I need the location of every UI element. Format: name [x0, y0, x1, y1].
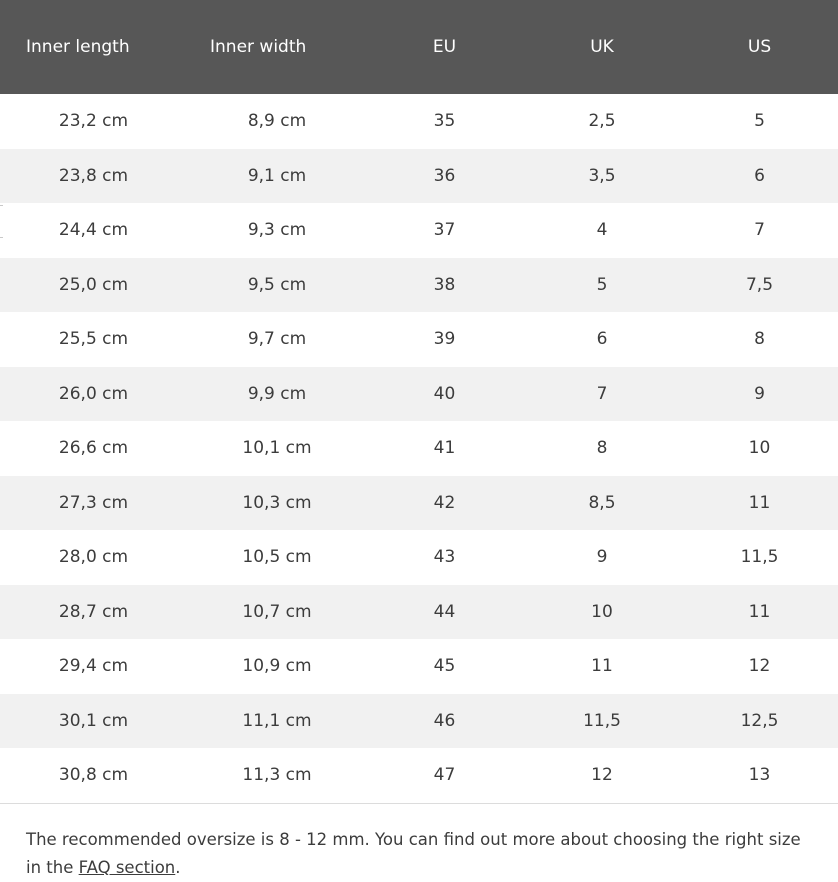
table-row: [0, 421, 838, 476]
cell-inner-length: 28,0 cm: [0, 530, 188, 585]
cell-inner-length: 29,4 cm: [0, 639, 188, 694]
cell-inner-width: 9,7 cm: [188, 312, 366, 367]
cell-uk: 4: [523, 203, 681, 258]
cell-inner-length: 28,7 cm: [0, 585, 188, 640]
cell-uk: 8,5: [523, 476, 681, 531]
table-body: [0, 94, 838, 803]
cell-inner-width: 9,5 cm: [188, 258, 366, 313]
cell-inner-length: 26,6 cm: [0, 421, 188, 476]
cell-inner-length: 25,5 cm: [0, 312, 188, 367]
cell-us: 7,5: [681, 258, 838, 313]
cell-us: 10: [681, 421, 838, 476]
cell-uk: 2,5: [523, 94, 681, 149]
cell-us: 5: [681, 94, 838, 149]
cell-eu: 35: [366, 94, 523, 149]
cell-us: 13: [681, 748, 838, 803]
cell-inner-width: 10,7 cm: [188, 585, 366, 640]
cell-eu: 43: [366, 530, 523, 585]
cell-inner-width: 11,3 cm: [188, 748, 366, 803]
table-row: [0, 94, 838, 149]
cell-inner-width: 10,1 cm: [188, 421, 366, 476]
cell-us: 11: [681, 585, 838, 640]
cell-eu: 42: [366, 476, 523, 531]
table-row: [0, 639, 838, 694]
cell-uk: 5: [523, 258, 681, 313]
left-edge-tick: [0, 205, 3, 206]
cell-uk: 10: [523, 585, 681, 640]
table-header: [0, 0, 838, 94]
table-row: [0, 748, 838, 803]
footnote: [0, 803, 838, 882]
cell-eu: 45: [366, 639, 523, 694]
cell-inner-width: 11,1 cm: [188, 694, 366, 749]
table-row: [0, 585, 838, 640]
cell-us: 12,5: [681, 694, 838, 749]
table-row: [0, 476, 838, 531]
footnote-text-after: .: [175, 857, 181, 877]
cell-uk: 12: [523, 748, 681, 803]
table-row: [0, 149, 838, 204]
table-row: [0, 203, 838, 258]
cell-inner-length: 23,2 cm: [0, 94, 188, 149]
column-header-eu: EU: [366, 0, 523, 94]
cell-us: 9: [681, 367, 838, 422]
table-row: [0, 258, 838, 313]
cell-us: 11,5: [681, 530, 838, 585]
header-row: [0, 0, 838, 94]
cell-us: 7: [681, 203, 838, 258]
cell-inner-length: 24,4 cm: [0, 203, 188, 258]
cell-uk: 7: [523, 367, 681, 422]
cell-inner-length: 27,3 cm: [0, 476, 188, 531]
cell-eu: 38: [366, 258, 523, 313]
cell-inner-length: 25,0 cm: [0, 258, 188, 313]
table-row: [0, 530, 838, 585]
cell-eu: 46: [366, 694, 523, 749]
cell-eu: 40: [366, 367, 523, 422]
cell-inner-width: 9,9 cm: [188, 367, 366, 422]
column-header-uk: UK: [523, 0, 681, 94]
cell-uk: 3,5: [523, 149, 681, 204]
cell-us: 8: [681, 312, 838, 367]
cell-inner-length: 23,8 cm: [0, 149, 188, 204]
cell-eu: 44: [366, 585, 523, 640]
cell-inner-length: 30,8 cm: [0, 748, 188, 803]
cell-eu: 39: [366, 312, 523, 367]
cell-uk: 11,5: [523, 694, 681, 749]
cell-us: 6: [681, 149, 838, 204]
cell-eu: 41: [366, 421, 523, 476]
cell-inner-width: 10,5 cm: [188, 530, 366, 585]
left-edge-tick: [0, 237, 3, 238]
cell-inner-width: 10,9 cm: [188, 639, 366, 694]
table-row: [0, 694, 838, 749]
cell-eu: 37: [366, 203, 523, 258]
cell-eu: 36: [366, 149, 523, 204]
cell-uk: 8: [523, 421, 681, 476]
cell-inner-length: 30,1 cm: [0, 694, 188, 749]
cell-eu: 47: [366, 748, 523, 803]
footnote-text-before: The recommended oversize is 8 - 12 mm. You can find out more about choosing the right size in the: [26, 829, 801, 877]
cell-us: 12: [681, 639, 838, 694]
cell-uk: 11: [523, 639, 681, 694]
column-header-inner-width: Inner width: [188, 0, 366, 94]
faq-section-link[interactable]: FAQ section: [78, 857, 176, 877]
cell-inner-width: 9,1 cm: [188, 149, 366, 204]
table-row: [0, 312, 838, 367]
table-row: [0, 367, 838, 422]
cell-us: 11: [681, 476, 838, 531]
column-header-inner-length: Inner length: [0, 0, 188, 94]
cell-inner-width: 10,3 cm: [188, 476, 366, 531]
cell-inner-width: 8,9 cm: [188, 94, 366, 149]
cell-uk: 6: [523, 312, 681, 367]
cell-inner-length: 26,0 cm: [0, 367, 188, 422]
column-header-us: US: [681, 0, 838, 94]
cell-inner-width: 9,3 cm: [188, 203, 366, 258]
cell-uk: 9: [523, 530, 681, 585]
